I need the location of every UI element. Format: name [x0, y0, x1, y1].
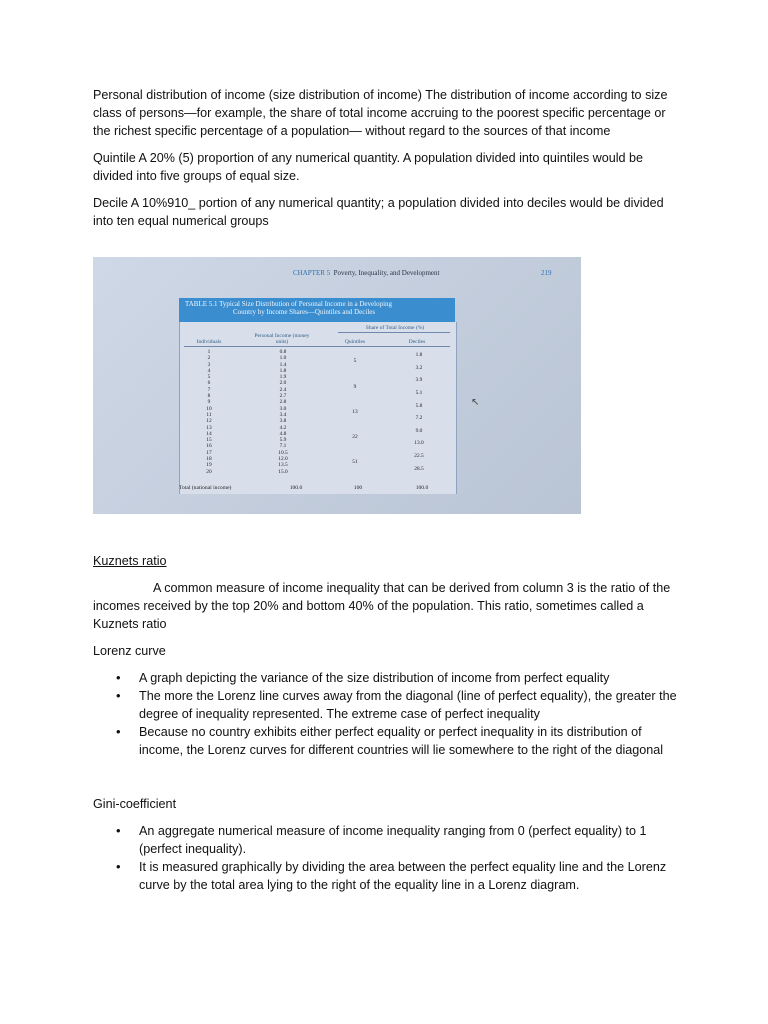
- incomes-cell: 5.9: [279, 437, 287, 444]
- photo-total-quintile: 100: [353, 485, 363, 491]
- paragraph-decile: Decile A 10%910_ portion of any numerical quantity; a population divided into deciles would be divided into ten equal numerical groups: [93, 196, 664, 228]
- incomes-cell: 4.8: [279, 430, 287, 437]
- incomes-cell: 7.1: [279, 443, 287, 450]
- individuals-cell: 1: [207, 349, 211, 355]
- photo-total-decile: 100.0: [415, 485, 429, 491]
- paragraph-personal-distribution: Personal distribution of income (size distribution of income) The distribution of income according to size class of persons—for example, the share of total income accruing to the poorest specific percentage or the richest specific percentage of a population— without regard to the sources of that income: [93, 88, 668, 138]
- individuals-cell: 8: [207, 393, 211, 400]
- quintiles-cell: 5: [353, 358, 357, 365]
- individuals-cell: 6: [207, 380, 211, 387]
- photo-incomes-column: [266, 349, 300, 475]
- individuals-cell: 16: [206, 443, 212, 450]
- mouse-cursor-icon: ↖: [471, 397, 480, 408]
- individuals-cell: 12: [206, 418, 212, 425]
- photo-page-number: 219: [541, 269, 552, 277]
- photo-table-title: [179, 298, 455, 322]
- quintiles-cell: 22: [352, 434, 358, 441]
- photo-table-title-line2: Country by Income Shares—Quintiles and Deciles: [233, 308, 376, 316]
- document-body: [93, 86, 678, 239]
- incomes-cell: 3.8: [279, 418, 287, 425]
- incomes-cell: 10.5: [278, 449, 288, 456]
- lorenz-heading: Lorenz curve: [93, 644, 166, 658]
- list-item: • Because no country exhibits either perfect equality or perfect inequality in its distribution of income, the Lorenz curves for different countries will lie somewhere to the right of the diagonal: [139, 723, 678, 759]
- photo-chapter-label: CHAPTER 5: [293, 269, 331, 277]
- deciles-cell: 9.0: [415, 427, 423, 434]
- list-item: • The more the Lorenz line curves away from the diagonal (line of perfect equality), the greater the degree of inequality represented. The extreme case of perfect inequality: [139, 687, 678, 723]
- kuznets-paragraph: A common measure of income inequality that can be derived from column 3 is the ratio of the incomes received by the top 20% and bottom 40% of the population. This ratio, sometimes called a Kuznets ratio: [93, 581, 671, 631]
- photo-header-rule: [338, 332, 450, 333]
- deciles-cell: 3.9: [415, 377, 423, 384]
- lorenz-bullet-list: [93, 669, 678, 759]
- deciles-cell: 3.2: [415, 364, 423, 371]
- individuals-cell: 20: [206, 468, 212, 475]
- photo-chapter-title: Poverty, Inequality, and Development: [333, 269, 440, 277]
- deciles-cell: 28.5: [414, 465, 424, 472]
- photo-individuals-column: [194, 349, 224, 475]
- photo-col-individuals-header: Individuals: [196, 339, 222, 345]
- individuals-cell: 15: [206, 437, 212, 444]
- textbook-table-photo: [93, 257, 581, 514]
- paragraph-quintile: Quintile A 20% (5) proportion of any numerical quantity. A population divided into quintiles would be divided into five groups of equal size.: [93, 151, 644, 183]
- incomes-cell: 1.8: [279, 367, 287, 374]
- photo-table-body: [179, 322, 457, 494]
- photo-total-row: [179, 485, 429, 491]
- gini-heading: Gini-coefficient: [93, 797, 177, 811]
- quintiles-cell: 9: [353, 383, 357, 390]
- photo-total-income: 100.0: [289, 485, 303, 491]
- photo-chapter-header: [293, 269, 439, 277]
- incomes-cell: 12.0: [278, 456, 288, 463]
- document-body-lower: [93, 552, 678, 894]
- photo-col-income-header: Personal Income (money units): [254, 333, 310, 345]
- incomes-cell: 4.2: [279, 424, 287, 431]
- list-item: • It is measured graphically by dividing the area between the perfect equality line and the Lorenz curve by the total area lying to the right of the equality line in a Lorenz diagram.: [139, 858, 678, 894]
- deciles-cell: 1.8: [415, 352, 423, 359]
- incomes-cell: 1.0: [279, 355, 287, 362]
- individuals-cell: 13: [206, 424, 212, 431]
- individuals-cell: 2: [207, 355, 211, 362]
- deciles-cell: 22.5: [414, 452, 424, 459]
- incomes-cell: 2.4: [279, 386, 287, 393]
- incomes-cell: 15.0: [278, 468, 288, 475]
- photo-table-title-line1: TABLE 5.1 Typical Size Distribution of Personal Income in a Developing: [185, 300, 393, 308]
- list-item: • An aggregate numerical measure of income inequality ranging from 0 (perfect equality) to 1 (perfect inequality).: [139, 822, 678, 858]
- incomes-cell: 3.4: [279, 411, 287, 418]
- kuznets-heading: Kuznets ratio: [93, 554, 167, 568]
- incomes-cell: 3.0: [279, 405, 287, 412]
- deciles-cell: 13.0: [414, 440, 424, 447]
- deciles-cell: 5.1: [415, 389, 423, 396]
- individuals-cell: 18: [206, 456, 212, 463]
- incomes-cell: 0.8: [279, 349, 287, 355]
- deciles-cell: 5.8: [415, 402, 423, 409]
- incomes-cell: 1.4: [279, 361, 287, 368]
- quintiles-cell: 13: [352, 408, 358, 415]
- incomes-cell: 1.9: [279, 374, 287, 381]
- gini-bullet-list: [93, 822, 678, 894]
- incomes-cell: 2.0: [279, 380, 287, 387]
- photo-col-share-header: Share of Total Income (%): [365, 325, 425, 331]
- photo-total-label: Total (national income): [179, 485, 232, 491]
- individuals-cell: 10: [206, 405, 212, 412]
- deciles-cell: 7.2: [415, 415, 423, 422]
- incomes-cell: 13.5: [278, 462, 288, 469]
- quintiles-cell: 51: [352, 459, 358, 466]
- individuals-cell: 4: [207, 367, 211, 374]
- photo-column-rule: [184, 346, 450, 347]
- individuals-cell: 14: [206, 430, 212, 437]
- incomes-cell: 2.7: [279, 393, 287, 400]
- photo-col-deciles-header: Deciles: [408, 339, 426, 345]
- list-item: • A graph depicting the variance of the size distribution of income from perfect equality: [139, 669, 678, 687]
- individuals-cell: 17: [206, 449, 212, 456]
- photo-col-quintiles-header: Quintiles: [344, 339, 366, 345]
- individuals-cell: 19: [206, 462, 212, 469]
- incomes-cell: 2.8: [279, 399, 287, 406]
- individuals-cell: 11: [206, 411, 212, 418]
- individuals-cell: 9: [207, 399, 211, 406]
- individuals-cell: 7: [207, 386, 211, 393]
- individuals-cell: 3: [207, 361, 211, 368]
- spacer: [93, 759, 678, 795]
- individuals-cell: 5: [207, 374, 211, 381]
